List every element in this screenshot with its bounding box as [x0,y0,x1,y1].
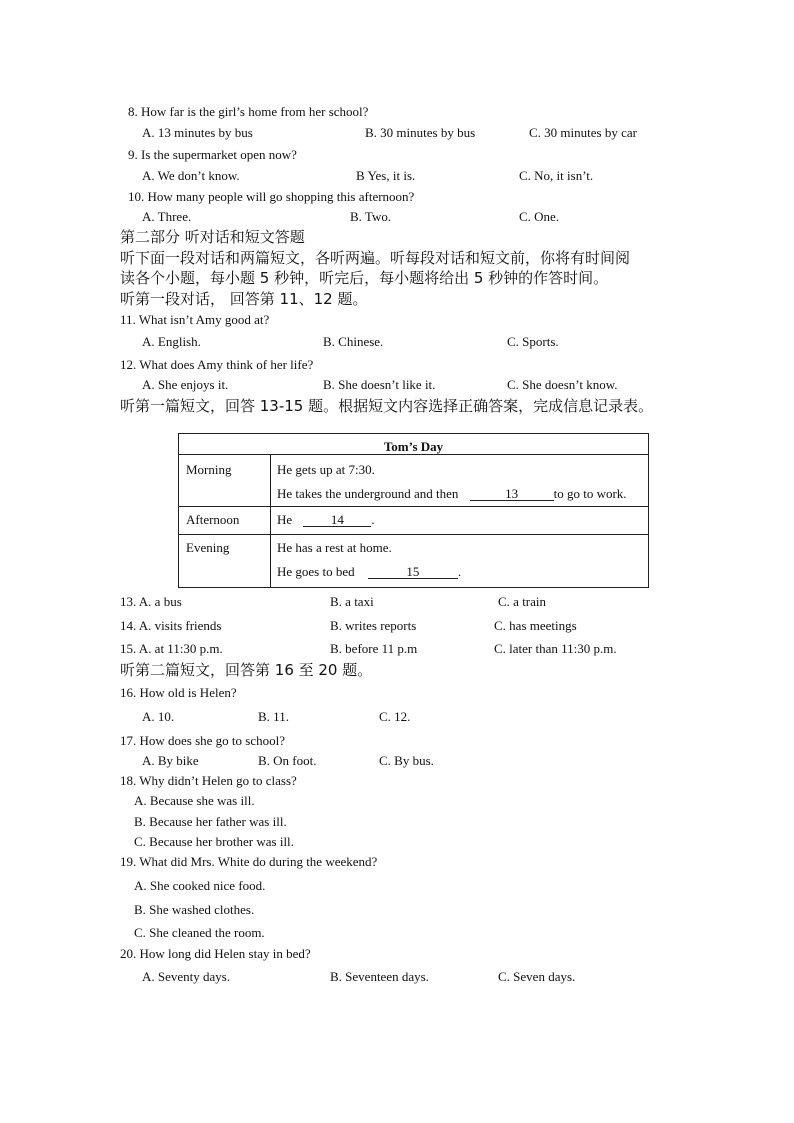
q19-option-c: C. She cleaned the room. [134,925,265,940]
q19-option-a: A. She cooked nice food. [134,878,266,893]
q15-option-c: C. later than 11:30 p.m. [494,641,617,656]
passage1-instruction: 听第一篇短文，回答 13-15 题。根据短文内容选择正确答案，完成信息记录表。 [120,397,654,415]
q13-option-a: 13. A. a bus [120,594,182,609]
table-row-divider [179,506,648,507]
table-row-divider [179,534,648,535]
q8-option-a: A. 13 minutes by bus [142,125,253,140]
morning-line-2 [277,486,627,502]
q14-option-a: 14. A. visits friends [120,618,222,633]
q11-option-b: B. Chinese. [323,334,384,349]
q17-option-a: A. By bike [142,753,199,768]
q10-option-b: B. Two. [350,209,392,224]
part2-instruction-line2: 读各个小题，每小题 5 秒钟，听完后，每小题将给出 5 秒钟的作答时间。 [120,269,609,287]
q10-option-a: A. Three. [142,209,192,224]
question-16: 16. How old is Helen? [120,685,237,700]
q15-option-a: 15. A. at 11:30 p.m. [120,641,223,656]
q14-option-b: B. writes reports [330,618,417,633]
q17-option-b: B. On foot. [258,753,317,768]
q16-option-b: B. 11. [258,709,289,724]
evening-line-2 [277,564,461,580]
evening-line-2-end: . [457,564,462,579]
q17-option-c: C. By bus. [379,753,434,768]
q13-option-b: B. a taxi [330,594,374,609]
evening-line-1: He has a rest at home. [277,540,392,555]
table-column-divider [270,454,271,587]
q18-option-a: A. Because she was ill. [134,793,255,808]
question-20: 20. How long did Helen stay in bed? [120,946,311,961]
q8-option-c: C. 30 minutes by car [529,125,637,140]
q12-option-a: A. She enjoys it. [142,377,229,392]
evening-line-2-text: He goes to bed [277,564,355,579]
q16-option-a: A. 10. [142,709,175,724]
row-label-morning: Morning [186,462,232,477]
morning-line-1: He gets up at 7:30. [277,462,375,477]
blank-15[interactable]: 15 [368,565,458,579]
q9-option-b: B Yes, it is. [356,168,416,183]
q12-option-c: C. She doesn’t know. [507,377,618,392]
dialog-instruction: 听第一段对话， 回答第 11、12 题。 [120,290,368,308]
question-17: 17. How does she go to school? [120,733,286,748]
question-10: 10. How many people will go shopping this afternoon? [128,189,415,204]
afternoon-line-text: He [277,512,293,527]
q13-option-c: C. a train [498,594,547,609]
row-label-afternoon: Afternoon [186,512,240,527]
q18-option-b: B. Because her father was ill. [134,814,287,829]
question-9: 9. Is the supermarket open now? [128,147,297,162]
morning-line-2-end: to go to work. [553,486,627,501]
q20-option-b: B. Seventeen days. [330,969,429,984]
toms-day-table [178,433,649,588]
q10-option-c: C. One. [519,209,560,224]
q9-option-a: A. We don’t know. [142,168,240,183]
blank-14[interactable]: 14 [303,513,371,527]
question-19: 19. What did Mrs. White do during the weekend? [120,854,378,869]
part2-heading: 第二部分 听对话和短文答题 [120,228,305,246]
q18-option-c: C. Because her brother was ill. [134,834,294,849]
passage2-instruction: 听第二篇短文，回答第 16 至 20 题。 [120,661,373,679]
q12-option-b: B. She doesn’t like it. [323,377,436,392]
q15-option-b: B. before 11 p.m [330,641,418,656]
q14-option-c: C. has meetings [494,618,577,633]
q8-option-b: B. 30 minutes by bus [365,125,476,140]
question-18: 18. Why didn’t Helen go to class? [120,773,297,788]
q16-option-c: C. 12. [379,709,411,724]
morning-line-2-text: He takes the underground and then [277,486,459,501]
blank-13[interactable]: 13 [470,487,554,501]
question-8: 8. How far is the girl’s home from her school? [128,104,369,119]
q19-option-b: B. She washed clothes. [134,902,255,917]
q20-option-c: C. Seven days. [498,969,576,984]
question-11: 11. What isn’t Amy good at? [120,312,270,327]
afternoon-line-end: . [371,512,375,527]
q11-option-c: C. Sports. [507,334,559,349]
table-title: Tom’s Day [179,434,648,455]
part2-instruction-line1: 听下面一段对话和两篇短文，各听两遍。听每段对话和短文前，你将有时间阅 [120,249,631,267]
q11-option-a: A. English. [142,334,201,349]
q9-option-c: C. No, it isn’t. [519,168,594,183]
question-12: 12. What does Amy think of her life? [120,357,314,372]
afternoon-line [277,512,375,528]
q20-option-a: A. Seventy days. [142,969,231,984]
row-label-evening: Evening [186,540,230,555]
